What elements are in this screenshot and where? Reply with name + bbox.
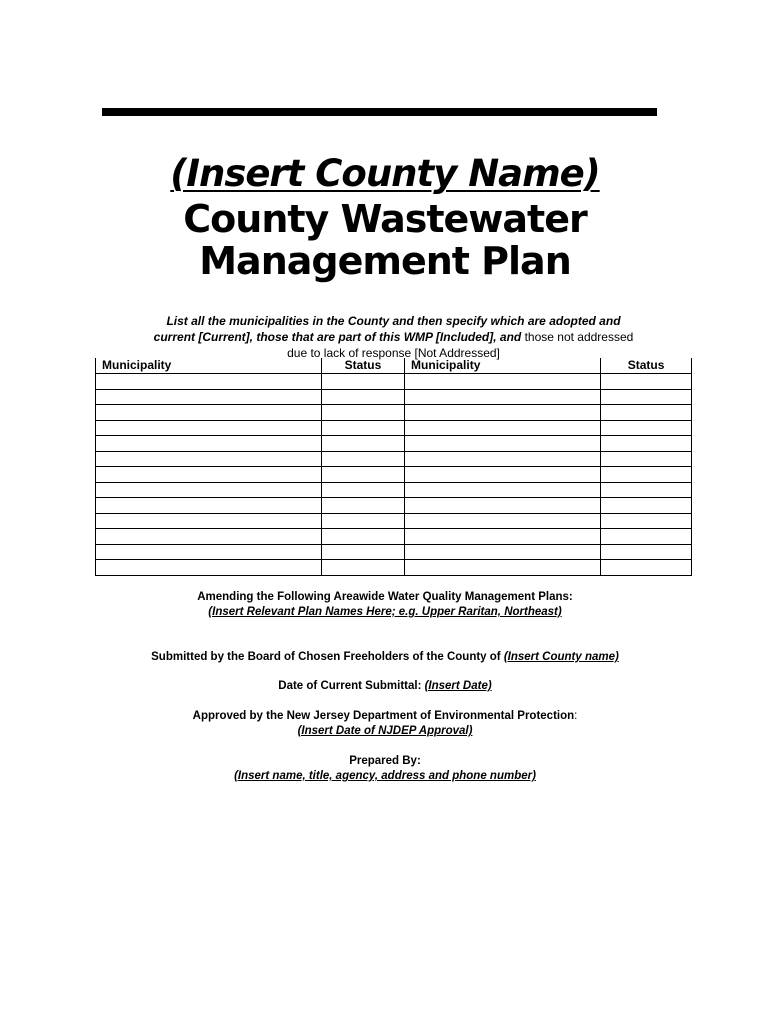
municipality-cell-1 <box>96 560 322 576</box>
status-cell-2 <box>601 374 692 390</box>
table-body <box>96 374 692 576</box>
header-municipality-2: Municipality <box>405 358 601 374</box>
municipality-cell-2 <box>405 374 601 390</box>
status-cell-1 <box>321 513 404 529</box>
title-block <box>0 150 770 282</box>
amending-section <box>0 590 770 620</box>
municipality-cell-2 <box>405 560 601 576</box>
municipality-cell-1 <box>96 451 322 467</box>
status-cell-2 <box>601 420 692 436</box>
submitted-section <box>0 650 770 665</box>
header-status-1: Status <box>321 358 404 374</box>
table-row <box>96 560 692 576</box>
status-cell-1 <box>321 560 404 576</box>
table-row <box>96 529 692 545</box>
preparer-placeholder: (Insert name, title, agency, address and phone number) <box>234 770 536 782</box>
municipality-cell-2 <box>405 482 601 498</box>
status-cell-2 <box>601 405 692 421</box>
status-cell-2 <box>601 436 692 452</box>
county-name-placeholder: (Insert County Name) <box>170 152 600 195</box>
header-municipality-1: Municipality <box>96 358 322 374</box>
table-row <box>96 544 692 560</box>
municipality-cell-2 <box>405 467 601 483</box>
status-cell-2 <box>601 498 692 514</box>
status-cell-1 <box>321 374 404 390</box>
municipality-cell-2 <box>405 513 601 529</box>
table-instructions <box>95 313 692 361</box>
status-cell-2 <box>601 482 692 498</box>
municipality-cell-2 <box>405 436 601 452</box>
municipality-cell-1 <box>96 405 322 421</box>
status-cell-1 <box>321 405 404 421</box>
date-section <box>0 679 770 694</box>
municipality-cell-2 <box>405 451 601 467</box>
instructions-line-3: due to lack of response [Not Addressed] <box>287 346 500 360</box>
status-cell-2 <box>601 529 692 545</box>
status-cell-2 <box>601 544 692 560</box>
status-cell-1 <box>321 498 404 514</box>
instructions-line-2 <box>95 329 692 345</box>
date-label: Date of Current Submittal: <box>278 680 425 692</box>
approved-colon: : <box>574 710 578 722</box>
table-row <box>96 513 692 529</box>
status-cell-2 <box>601 451 692 467</box>
status-cell-1 <box>321 436 404 452</box>
table-row <box>96 389 692 405</box>
municipality-cell-1 <box>96 544 322 560</box>
municipality-table <box>95 358 692 576</box>
municipality-cell-1 <box>96 420 322 436</box>
plan-names-placeholder: (Insert Relevant Plan Names Here; e.g. Upper Raritan, Northeast) <box>208 606 562 618</box>
table-row <box>96 482 692 498</box>
status-cell-1 <box>321 467 404 483</box>
approved-section <box>0 709 770 739</box>
municipality-cell-1 <box>96 482 322 498</box>
submitted-county-placeholder: (Insert County name) <box>503 651 619 663</box>
municipality-cell-1 <box>96 436 322 452</box>
table-row <box>96 451 692 467</box>
top-rule <box>102 108 657 116</box>
prepared-label: Prepared By: <box>349 755 421 767</box>
instructions-line-1: List all the municipalities in the County and then specify which are adopted and <box>166 314 621 328</box>
status-cell-2 <box>601 389 692 405</box>
municipality-cell-1 <box>96 529 322 545</box>
table-row <box>96 436 692 452</box>
instructions-line-2-emphasis: current [Current], those that are part of this WMP [Included], and <box>153 330 522 344</box>
instructions-line-2-rest: those not addressed <box>521 330 634 344</box>
municipality-cell-1 <box>96 374 322 390</box>
plan-title-line-2: Management Plan <box>199 239 571 283</box>
municipality-cell-2 <box>405 498 601 514</box>
prepared-section <box>0 754 770 784</box>
table-row <box>96 374 692 390</box>
municipality-cell-1 <box>96 389 322 405</box>
date-placeholder: (Insert Date) <box>424 680 492 692</box>
municipality-cell-2 <box>405 544 601 560</box>
table-row <box>96 405 692 421</box>
municipality-cell-1 <box>96 513 322 529</box>
header-status-2: Status <box>601 358 692 374</box>
municipality-cell-1 <box>96 498 322 514</box>
municipality-cell-2 <box>405 420 601 436</box>
status-cell-2 <box>601 513 692 529</box>
table-row <box>96 420 692 436</box>
status-cell-2 <box>601 560 692 576</box>
status-cell-1 <box>321 544 404 560</box>
table-row <box>96 467 692 483</box>
status-cell-1 <box>321 529 404 545</box>
municipality-cell-2 <box>405 529 601 545</box>
status-cell-2 <box>601 467 692 483</box>
table-header-row <box>96 358 692 374</box>
approval-date-placeholder: (Insert Date of NJDEP Approval) <box>297 725 473 737</box>
status-cell-1 <box>321 389 404 405</box>
municipality-cell-2 <box>405 405 601 421</box>
status-cell-1 <box>321 482 404 498</box>
status-cell-1 <box>321 451 404 467</box>
table-row <box>96 498 692 514</box>
status-cell-1 <box>321 420 404 436</box>
plan-title-line-1: County Wastewater <box>183 197 587 241</box>
municipality-cell-1 <box>96 467 322 483</box>
amending-label: Amending the Following Areawide Water Quality Management Plans: <box>197 591 573 603</box>
submitted-label: Submitted by the Board of Chosen Freeholders of the County of <box>151 651 504 663</box>
municipality-cell-2 <box>405 389 601 405</box>
approved-label: Approved by the New Jersey Department of Environmental Protection <box>192 710 575 722</box>
